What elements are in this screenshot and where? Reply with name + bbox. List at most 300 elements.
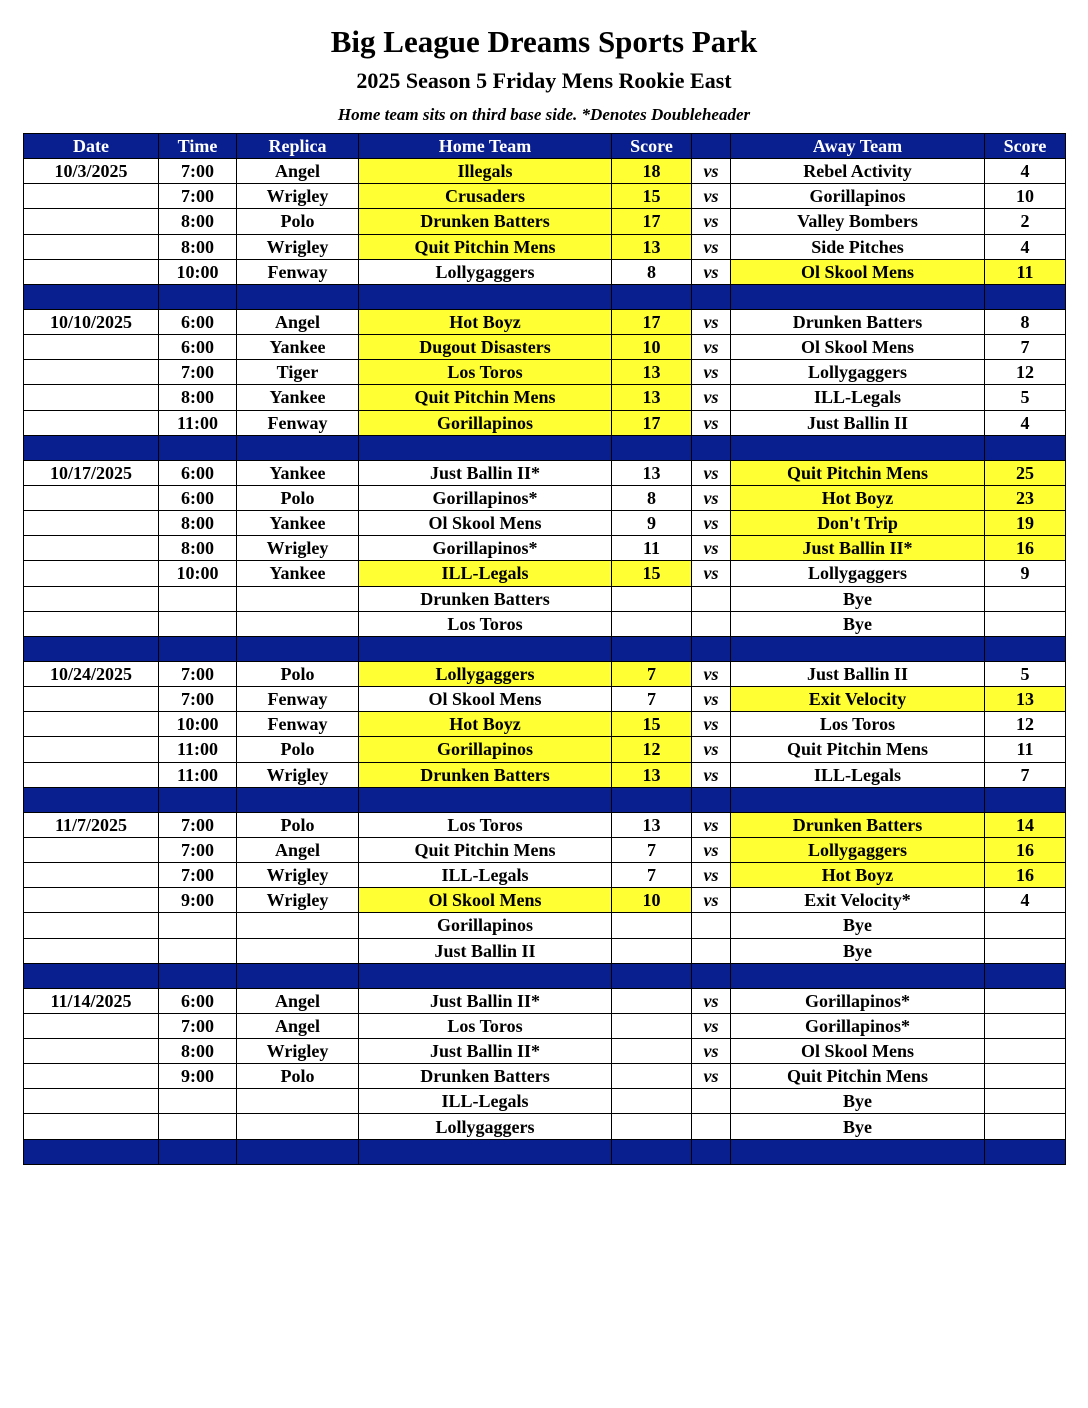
replica-cell: Angel [237, 837, 359, 862]
home-score-cell: 13 [612, 812, 692, 837]
time-cell: 7:00 [159, 837, 237, 862]
game-row [24, 385, 1066, 410]
header-row [24, 134, 1066, 159]
home-score-cell [612, 988, 692, 1013]
replica-cell: Tiger [237, 360, 359, 385]
home-team-cell: Lollygaggers [359, 661, 612, 686]
time-cell: 7:00 [159, 687, 237, 712]
replica-cell: Yankee [237, 460, 359, 485]
replica-cell: Angel [237, 1013, 359, 1038]
away-team-cell: Lollygaggers [731, 837, 985, 862]
away-team-cell: Ol Skool Mens [731, 259, 985, 284]
replica-cell: Fenway [237, 712, 359, 737]
time-cell: 7:00 [159, 1013, 237, 1038]
separator-cell [24, 787, 159, 812]
time-cell: 11:00 [159, 737, 237, 762]
home-team-cell: Drunken Batters [359, 1064, 612, 1089]
date-cell: 10/10/2025 [24, 309, 159, 334]
separator-cell [237, 284, 359, 309]
replica-cell: Polo [237, 737, 359, 762]
away-team-cell: Gorillapinos* [731, 988, 985, 1013]
bye-row [24, 1114, 1066, 1139]
date-cell [24, 863, 159, 888]
separator-cell [985, 284, 1066, 309]
date-cell [24, 335, 159, 360]
away-team-cell: Ol Skool Mens [731, 335, 985, 360]
vs-cell: vs [692, 888, 731, 913]
vs-cell [692, 1114, 731, 1139]
away-score-cell [985, 938, 1066, 963]
home-team-cell: Just Ballin II* [359, 1039, 612, 1064]
vs-cell: vs [692, 988, 731, 1013]
away-team-cell: Just Ballin II* [731, 536, 985, 561]
home-score-cell: 15 [612, 712, 692, 737]
vs-cell: vs [692, 737, 731, 762]
time-cell [159, 1114, 237, 1139]
vs-cell: vs [692, 485, 731, 510]
schedule-table [23, 133, 1066, 1165]
home-score-cell: 17 [612, 309, 692, 334]
away-score-cell: 13 [985, 687, 1066, 712]
vs-cell: vs [692, 410, 731, 435]
away-score-cell [985, 1064, 1066, 1089]
away-score-cell: 5 [985, 661, 1066, 686]
separator-cell [237, 1139, 359, 1164]
game-row [24, 511, 1066, 536]
separator-cell [731, 636, 985, 661]
vs-cell: vs [692, 1013, 731, 1038]
date-cell [24, 1039, 159, 1064]
time-cell: 8:00 [159, 234, 237, 259]
separator-cell [24, 963, 159, 988]
away-score-cell: 4 [985, 234, 1066, 259]
away-team-cell: Drunken Batters [731, 309, 985, 334]
bye-row [24, 1089, 1066, 1114]
home-score-cell [612, 611, 692, 636]
replica-cell: Wrigley [237, 888, 359, 913]
home-score-cell [612, 1039, 692, 1064]
date-cell: 10/3/2025 [24, 159, 159, 184]
time-cell: 10:00 [159, 561, 237, 586]
vs-cell: vs [692, 661, 731, 686]
away-score-cell [985, 1013, 1066, 1038]
replica-cell: Fenway [237, 410, 359, 435]
game-row [24, 737, 1066, 762]
home-team-cell: Los Toros [359, 611, 612, 636]
away-score-cell: 16 [985, 837, 1066, 862]
home-score-cell [612, 938, 692, 963]
replica-cell: Yankee [237, 561, 359, 586]
home-score-cell: 7 [612, 837, 692, 862]
separator-cell [612, 284, 692, 309]
vs-cell: vs [692, 309, 731, 334]
home-score-cell: 15 [612, 561, 692, 586]
away-team-cell: Quit Pitchin Mens [731, 460, 985, 485]
replica-cell [237, 586, 359, 611]
time-cell: 7:00 [159, 159, 237, 184]
away-score-cell [985, 988, 1066, 1013]
separator-cell [159, 636, 237, 661]
game-row [24, 687, 1066, 712]
date-cell [24, 1064, 159, 1089]
home-team-cell: Lollygaggers [359, 1114, 612, 1139]
time-cell [159, 586, 237, 611]
home-score-cell: 13 [612, 234, 692, 259]
vs-cell: vs [692, 837, 731, 862]
replica-cell: Angel [237, 309, 359, 334]
replica-cell: Polo [237, 485, 359, 510]
replica-cell [237, 1114, 359, 1139]
away-team-cell: Bye [731, 938, 985, 963]
replica-cell: Wrigley [237, 184, 359, 209]
separator-cell [359, 1139, 612, 1164]
separator-cell [692, 1139, 731, 1164]
separator-cell [359, 284, 612, 309]
home-score-cell: 7 [612, 661, 692, 686]
separator-cell [159, 435, 237, 460]
home-score-cell [612, 1114, 692, 1139]
date-cell [24, 611, 159, 636]
date-cell [24, 234, 159, 259]
replica-cell: Angel [237, 988, 359, 1013]
home-score-cell: 13 [612, 385, 692, 410]
away-score-cell [985, 913, 1066, 938]
away-team-cell: Lollygaggers [731, 561, 985, 586]
home-team-cell: Gorillapinos [359, 913, 612, 938]
home-team-cell: Hot Boyz [359, 712, 612, 737]
vs-cell: vs [692, 460, 731, 485]
home-team-cell: Gorillapinos* [359, 536, 612, 561]
doubleheader-note: Home team sits on third base side. *Denotes Doubleheader [337, 105, 751, 124]
separator-cell [359, 636, 612, 661]
game-row [24, 259, 1066, 284]
game-row [24, 863, 1066, 888]
time-cell: 7:00 [159, 360, 237, 385]
home-team-cell: Quit Pitchin Mens [359, 385, 612, 410]
vs-cell: vs [692, 863, 731, 888]
vs-cell: vs [692, 1064, 731, 1089]
time-cell: 10:00 [159, 712, 237, 737]
home-score-cell: 17 [612, 209, 692, 234]
date-cell: 10/24/2025 [24, 661, 159, 686]
away-score-cell: 14 [985, 812, 1066, 837]
away-team-cell: ILL-Legals [731, 385, 985, 410]
date-cell [24, 586, 159, 611]
date-cell [24, 360, 159, 385]
separator-cell [612, 787, 692, 812]
home-team-cell: Illegals [359, 159, 612, 184]
away-team-cell: Bye [731, 586, 985, 611]
vs-cell: vs [692, 812, 731, 837]
away-score-cell: 12 [985, 712, 1066, 737]
separator-cell [237, 787, 359, 812]
date-cell [24, 938, 159, 963]
home-score-cell: 7 [612, 687, 692, 712]
time-cell: 6:00 [159, 309, 237, 334]
away-team-cell: Quit Pitchin Mens [731, 737, 985, 762]
game-row [24, 360, 1066, 385]
date-cell [24, 410, 159, 435]
replica-cell: Polo [237, 1064, 359, 1089]
home-team-cell: Just Ballin II* [359, 460, 612, 485]
home-score-cell: 13 [612, 762, 692, 787]
time-cell: 8:00 [159, 1039, 237, 1064]
away-team-cell: Bye [731, 913, 985, 938]
replica-cell [237, 938, 359, 963]
separator-cell [985, 787, 1066, 812]
separator-cell [237, 636, 359, 661]
away-score-cell: 4 [985, 888, 1066, 913]
replica-cell: Wrigley [237, 863, 359, 888]
date-cell [24, 184, 159, 209]
replica-cell: Fenway [237, 687, 359, 712]
time-cell: 10:00 [159, 259, 237, 284]
separator-cell [359, 435, 612, 460]
time-cell: 7:00 [159, 812, 237, 837]
away-team-cell: ILL-Legals [731, 762, 985, 787]
date-cell [24, 837, 159, 862]
away-team-cell: Drunken Batters [731, 812, 985, 837]
vs-cell [692, 1089, 731, 1114]
home-team-cell: Gorillapinos [359, 410, 612, 435]
time-cell: 11:00 [159, 762, 237, 787]
separator-cell [237, 963, 359, 988]
away-score-cell: 7 [985, 335, 1066, 360]
col-header-replica: Replica [237, 134, 359, 159]
home-score-cell: 18 [612, 159, 692, 184]
separator-cell [985, 636, 1066, 661]
away-score-cell: 4 [985, 410, 1066, 435]
replica-cell: Yankee [237, 385, 359, 410]
date-cell: 11/7/2025 [24, 812, 159, 837]
separator-cell [692, 787, 731, 812]
home-score-cell: 11 [612, 536, 692, 561]
home-team-cell: ILL-Legals [359, 561, 612, 586]
away-score-cell: 16 [985, 536, 1066, 561]
home-team-cell: Dugout Disasters [359, 335, 612, 360]
week-separator-row [24, 1139, 1066, 1164]
away-team-cell: Bye [731, 611, 985, 636]
home-score-cell: 13 [612, 360, 692, 385]
separator-cell [612, 963, 692, 988]
home-team-cell: Drunken Batters [359, 209, 612, 234]
separator-cell [612, 435, 692, 460]
away-team-cell: Quit Pitchin Mens [731, 1064, 985, 1089]
home-team-cell: ILL-Legals [359, 1089, 612, 1114]
vs-cell [692, 611, 731, 636]
replica-cell: Yankee [237, 511, 359, 536]
time-cell: 7:00 [159, 863, 237, 888]
game-row [24, 988, 1066, 1013]
away-team-cell: Rebel Activity [731, 159, 985, 184]
home-team-cell: Drunken Batters [359, 762, 612, 787]
game-row [24, 209, 1066, 234]
home-team-cell: Los Toros [359, 1013, 612, 1038]
home-team-cell: Just Ballin II [359, 938, 612, 963]
home-team-cell: Crusaders [359, 184, 612, 209]
separator-cell [985, 963, 1066, 988]
home-team-cell: Los Toros [359, 360, 612, 385]
date-cell [24, 259, 159, 284]
away-team-cell: Los Toros [731, 712, 985, 737]
game-row [24, 485, 1066, 510]
home-team-cell: Ol Skool Mens [359, 687, 612, 712]
game-row [24, 712, 1066, 737]
game-row [24, 159, 1066, 184]
away-score-cell: 25 [985, 460, 1066, 485]
vs-cell: vs [692, 209, 731, 234]
date-cell [24, 762, 159, 787]
home-team-cell: ILL-Legals [359, 863, 612, 888]
home-score-cell: 12 [612, 737, 692, 762]
replica-cell: Wrigley [237, 536, 359, 561]
col-header-vs [692, 134, 731, 159]
separator-cell [24, 435, 159, 460]
vs-cell [692, 938, 731, 963]
separator-cell [159, 963, 237, 988]
home-score-cell: 10 [612, 888, 692, 913]
away-team-cell: Exit Velocity [731, 687, 985, 712]
separator-cell [731, 284, 985, 309]
away-score-cell [985, 611, 1066, 636]
home-team-cell: Just Ballin II* [359, 988, 612, 1013]
vs-cell: vs [692, 511, 731, 536]
away-score-cell: 16 [985, 863, 1066, 888]
away-team-cell: Hot Boyz [731, 863, 985, 888]
game-row [24, 561, 1066, 586]
replica-cell: Fenway [237, 259, 359, 284]
separator-cell [731, 1139, 985, 1164]
away-team-cell: Gorillapinos* [731, 1013, 985, 1038]
time-cell: 7:00 [159, 661, 237, 686]
date-cell [24, 712, 159, 737]
home-team-cell: Quit Pitchin Mens [359, 837, 612, 862]
game-row [24, 762, 1066, 787]
game-row [24, 536, 1066, 561]
away-team-cell: Hot Boyz [731, 485, 985, 510]
separator-cell [985, 1139, 1066, 1164]
time-cell: 6:00 [159, 460, 237, 485]
separator-cell [692, 963, 731, 988]
replica-cell: Wrigley [237, 762, 359, 787]
vs-cell: vs [692, 561, 731, 586]
separator-cell [24, 636, 159, 661]
away-team-cell: Don't Trip [731, 511, 985, 536]
replica-cell: Angel [237, 159, 359, 184]
separator-cell [731, 787, 985, 812]
vs-cell: vs [692, 712, 731, 737]
away-score-cell [985, 1039, 1066, 1064]
home-score-cell [612, 913, 692, 938]
home-score-cell [612, 586, 692, 611]
game-row [24, 1013, 1066, 1038]
date-cell [24, 737, 159, 762]
col-header-home-team: Home Team [359, 134, 612, 159]
separator-cell [692, 284, 731, 309]
time-cell: 6:00 [159, 485, 237, 510]
away-score-cell: 4 [985, 159, 1066, 184]
week-separator-row [24, 963, 1066, 988]
week-separator-row [24, 435, 1066, 460]
game-row [24, 812, 1066, 837]
replica-cell: Polo [237, 209, 359, 234]
home-team-cell: Gorillapinos* [359, 485, 612, 510]
time-cell: 11:00 [159, 410, 237, 435]
separator-cell [359, 963, 612, 988]
home-team-cell: Ol Skool Mens [359, 511, 612, 536]
replica-cell: Yankee [237, 335, 359, 360]
date-cell [24, 687, 159, 712]
away-team-cell: Bye [731, 1089, 985, 1114]
separator-cell [159, 284, 237, 309]
home-score-cell: 8 [612, 485, 692, 510]
time-cell: 8:00 [159, 385, 237, 410]
home-team-cell: Drunken Batters [359, 586, 612, 611]
home-score-cell [612, 1089, 692, 1114]
vs-cell: vs [692, 385, 731, 410]
vs-cell: vs [692, 159, 731, 184]
vs-cell: vs [692, 360, 731, 385]
date-cell [24, 888, 159, 913]
home-team-cell: Ol Skool Mens [359, 888, 612, 913]
away-score-cell: 11 [985, 259, 1066, 284]
home-score-cell [612, 1013, 692, 1038]
separator-cell [731, 963, 985, 988]
date-cell [24, 536, 159, 561]
date-cell [24, 1089, 159, 1114]
date-cell [24, 1013, 159, 1038]
vs-cell: vs [692, 687, 731, 712]
time-cell [159, 913, 237, 938]
away-score-cell [985, 1114, 1066, 1139]
away-team-cell: Exit Velocity* [731, 888, 985, 913]
vs-cell: vs [692, 184, 731, 209]
col-header-away-team: Away Team [731, 134, 985, 159]
time-cell: 7:00 [159, 184, 237, 209]
time-cell: 8:00 [159, 536, 237, 561]
vs-cell: vs [692, 335, 731, 360]
game-row [24, 1039, 1066, 1064]
away-score-cell: 7 [985, 762, 1066, 787]
away-score-cell [985, 1089, 1066, 1114]
away-score-cell [985, 586, 1066, 611]
away-score-cell: 2 [985, 209, 1066, 234]
time-cell [159, 1089, 237, 1114]
week-separator-row [24, 284, 1066, 309]
separator-cell [159, 1139, 237, 1164]
away-score-cell: 5 [985, 385, 1066, 410]
vs-cell [692, 913, 731, 938]
separator-cell [612, 636, 692, 661]
separator-cell [692, 636, 731, 661]
separator-cell [159, 787, 237, 812]
bye-row [24, 913, 1066, 938]
replica-cell [237, 1089, 359, 1114]
away-score-cell: 19 [985, 511, 1066, 536]
bye-row [24, 938, 1066, 963]
page-subtitle: 2025 Season 5 Friday Mens Rookie East [356, 68, 732, 93]
home-score-cell: 10 [612, 335, 692, 360]
vs-cell: vs [692, 536, 731, 561]
game-row [24, 837, 1066, 862]
game-row [24, 1064, 1066, 1089]
separator-cell [985, 435, 1066, 460]
home-team-cell: Los Toros [359, 812, 612, 837]
home-score-cell: 17 [612, 410, 692, 435]
away-team-cell: Bye [731, 1114, 985, 1139]
game-row [24, 184, 1066, 209]
replica-cell: Polo [237, 661, 359, 686]
